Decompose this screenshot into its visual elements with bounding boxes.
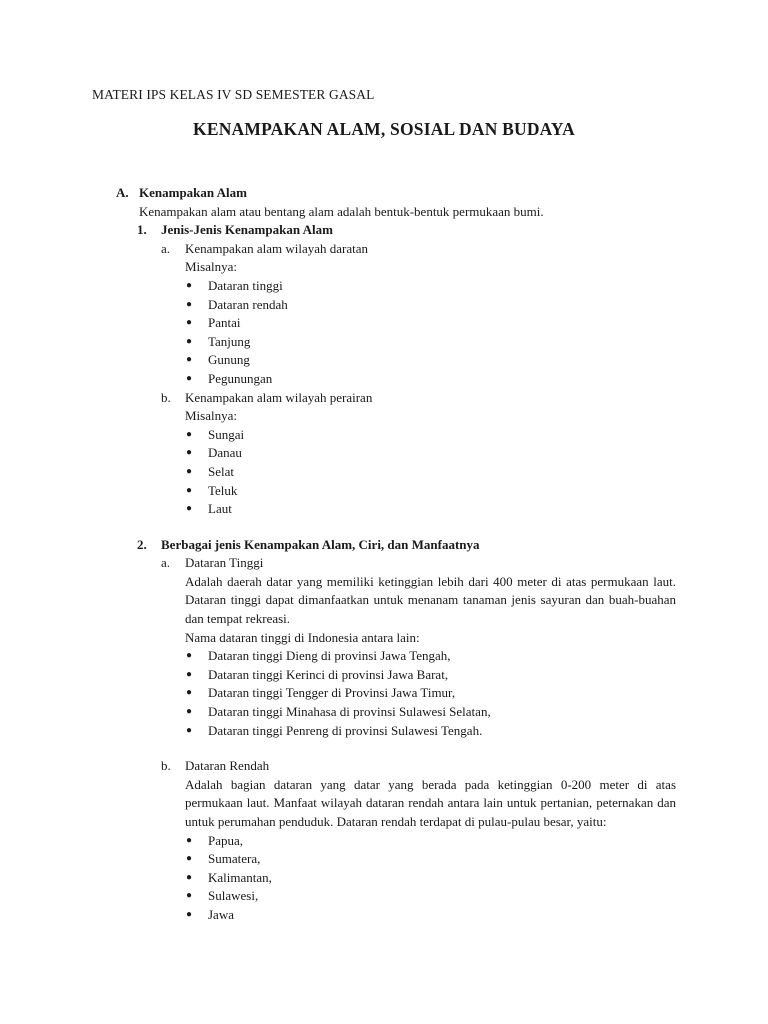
bullet-icon: ● [186, 668, 193, 680]
list-item-text: Pegunungan [208, 370, 273, 386]
list-item-text: Gunung [208, 352, 250, 368]
bullet-icon: ● [186, 908, 193, 920]
list-item-text: Dataran rendah [208, 296, 288, 312]
subsection-2-marker: 2. [137, 536, 147, 552]
subsection-1a-marker: a. [161, 240, 171, 256]
list-item [116, 647, 676, 666]
subsection-1-heading [116, 221, 676, 240]
subsection-1-marker: 1. [137, 222, 147, 238]
list-item [116, 832, 676, 851]
list-item [116, 869, 676, 888]
section-a-intro: Kenampakan alam atau bentang alam adalah bentuk-bentuk permukaan bumi. [139, 203, 544, 219]
subsection-1a-label [116, 240, 676, 259]
list-item [116, 351, 676, 370]
list-item [116, 314, 676, 333]
list-2a [116, 647, 676, 740]
bullet-icon: ● [186, 335, 193, 347]
section-a-heading [116, 184, 676, 203]
bullet-icon: ● [186, 650, 193, 662]
list-item [116, 444, 676, 463]
list-item-text: Danau [208, 445, 242, 461]
subsection-2a-description: Adalah daerah datar yang memiliki ketinggian lebih dari 400 meter di atas permukaan laut. Dataran tinggi dapat dimanfaatkan untuk menanam tanaman jenis sayuran dan buah-buahan dan tempat rekreasi. [185, 573, 676, 627]
bullet-icon: ● [186, 354, 193, 366]
list-item [116, 296, 676, 315]
list-item [116, 850, 676, 869]
subsection-1a-lead: Misalnya: [185, 259, 237, 275]
list-item-text: Kalimantan, [208, 869, 272, 885]
list-item [116, 333, 676, 352]
bullet-icon: ● [186, 465, 193, 477]
list-item-text: Pantai [208, 315, 241, 331]
bullet-icon: ● [186, 853, 193, 865]
subsection-1b-text: Kenampakan alam wilayah perairan [185, 389, 373, 405]
document-body [116, 184, 676, 925]
list-item [116, 426, 676, 445]
list-item-text: Sulawesi, [208, 888, 259, 904]
list-item [116, 703, 676, 722]
list-1b [116, 426, 676, 519]
subsection-2a-text: Dataran Tinggi [185, 555, 264, 571]
list-item-text: Sumatera, [208, 851, 261, 867]
subsection-1b-marker: b. [161, 389, 171, 405]
list-item-text: Laut [208, 501, 232, 517]
bullet-icon: ● [186, 706, 193, 718]
list-item-text: Dataran tinggi Tengger di Provinsi Jawa Timur, [208, 685, 456, 701]
document-title: KENAMPAKAN ALAM, SOSIAL DAN BUDAYA [193, 119, 575, 139]
list-item-text: Sungai [208, 426, 245, 442]
bullet-icon: ● [186, 484, 193, 496]
list-item-text: Papua, [208, 832, 244, 848]
bullet-icon: ● [186, 871, 193, 883]
subsection-2a-lead: Nama dataran tinggi di Indonesia antara lain: [185, 629, 420, 645]
list-item [116, 906, 676, 925]
bullet-icon: ● [186, 834, 193, 846]
subsection-2b-description: Adalah bagian dataran yang datar yang berada pada ketinggian 0-200 meter di atas permukaan laut. Manfaat wilayah dataran rendah antara lain untuk pertanian, peternakan dan untuk perumahan penduduk. Dataran rendah terdapat di pulau-pulau besar, yaitu: [185, 776, 676, 829]
section-a-title: Kenampakan Alam [139, 185, 247, 200]
list-item [116, 463, 676, 482]
subsection-2b-marker: b. [161, 758, 171, 774]
list-item-text: Dataran tinggi Penreng di provinsi Sulawesi Tengah. [208, 722, 483, 738]
bullet-icon: ● [186, 687, 193, 699]
bullet-icon: ● [186, 317, 193, 329]
bullet-icon: ● [186, 298, 193, 310]
bullet-icon: ● [186, 372, 193, 384]
list-item-text: Tanjung [208, 333, 251, 349]
bullet-icon: ● [186, 724, 193, 736]
list-item-text: Selat [208, 463, 234, 479]
bullet-icon: ● [186, 428, 193, 440]
bullet-icon: ● [186, 503, 193, 515]
list-item [116, 722, 676, 741]
subsection-1a-text: Kenampakan alam wilayah daratan [185, 240, 368, 256]
list-item [116, 684, 676, 703]
list-item [116, 500, 676, 519]
document-header: MATERI IPS KELAS IV SD SEMESTER GASAL [92, 87, 375, 102]
section-a-marker: A. [116, 185, 129, 200]
list-item-text: Dataran tinggi Dieng di provinsi Jawa Tengah, [208, 648, 451, 664]
list-item [116, 482, 676, 501]
list-item-text: Dataran tinggi [208, 277, 283, 293]
list-item [116, 666, 676, 685]
subsection-1b-lead: Misalnya: [185, 408, 237, 424]
list-item-text: Teluk [208, 482, 238, 498]
subsection-2b-label [116, 757, 676, 776]
bullet-icon: ● [186, 447, 193, 459]
list-item-text: Dataran tinggi Minahasa di provinsi Sulawesi Selatan, [208, 704, 491, 720]
list-1a [116, 277, 676, 389]
list-item [116, 277, 676, 296]
bullet-icon: ● [186, 890, 193, 902]
subsection-2a-marker: a. [161, 555, 171, 571]
subsection-1-title: Jenis-Jenis Kenampakan Alam [161, 222, 333, 238]
list-item [116, 887, 676, 906]
list-item [116, 370, 676, 389]
spacer [116, 519, 676, 536]
subsection-2-title: Berbagai jenis Kenampakan Alam, Ciri, dan Manfaatnya [161, 536, 480, 552]
list-2b [116, 832, 676, 925]
subsection-2-heading [116, 536, 676, 555]
bullet-icon: ● [186, 279, 193, 291]
subsection-2a-label [116, 554, 676, 573]
list-item-text: Dataran tinggi Kerinci di provinsi Jawa Barat, [208, 666, 449, 682]
list-item-text: Jawa [208, 906, 234, 922]
subsection-2b-text: Dataran Rendah [185, 758, 270, 774]
subsection-1b-label [116, 389, 676, 408]
spacer [116, 740, 676, 757]
